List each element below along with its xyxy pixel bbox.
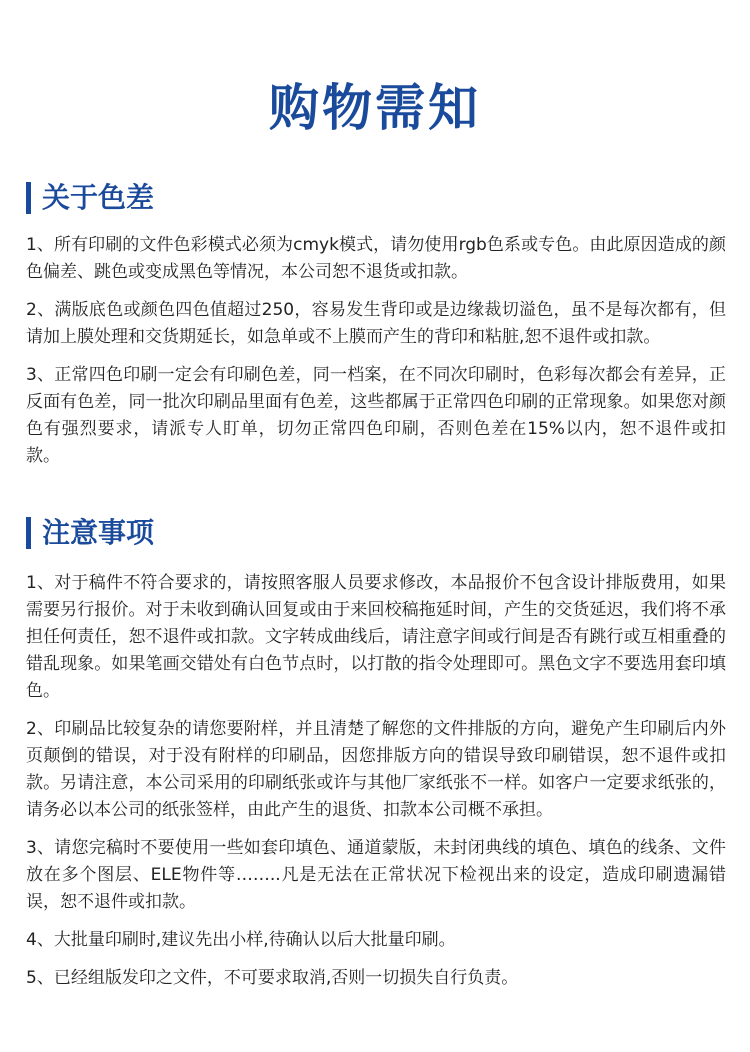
section-accent-bar (26, 182, 31, 214)
section-color-difference (26, 178, 726, 470)
section-title: 关于色差 (42, 181, 155, 214)
paragraph: 2、印刷品比较复杂的请您要附样，并且清楚了解您的文件排版的方向，避免产生印刷后内外页颠倒的错误，对于没有附样的印刷品，因您排版方向的错误导致印刷错误，恕不退件或扣款。另请注意，本公司采用的印刷纸张或许与其他厂家纸张不一样。如客户一定要求纸张的，请务必以本公司的纸张签样，由此产生的退货、扣款本公司概不承担。 (26, 719, 726, 820)
paragraph: 1、对于稿件不符合要求的，请按照客服人员要求修改，本品报价不包含设计排版费用，如果需要另行报价。对于未收到确认回复或由于来回校稿拖延时间，产生的交货延迟，我们将不承担任何责任，恕不退件或扣款。文字转成曲线后，请注意字间或行间是否有跳行或互相重叠的错乱现象。如果笔画交错处有白色节点时，以打散的指令处理即可。黑色文字不要选用套印填色。 (26, 573, 726, 701)
section-title: 注意事项 (42, 516, 155, 549)
section-header (26, 178, 726, 218)
page-title: 购物需知 (269, 79, 481, 137)
section-notes (26, 513, 726, 992)
paragraph: 1、所有印刷的文件色彩模式必须为cmyk模式，请勿使用rgb色系或专色。由此原因造成的颜色偏差、跳色或变成黑色等情况，本公司恕不退货或扣款。 (26, 235, 726, 282)
paragraph: 3、请您完稿时不要使用一些如套印填色、通道蒙版，未封闭典线的填色、填色的线条、文件放在多个图层、ELE物件等……..凡是无法在正常状况下检视出来的设定，造成印刷遗漏错误，恕不退件或扣款。 (26, 838, 726, 912)
paragraph: 2、满版底色或颜色四色值超过250，容易发生背印或是边缘裁切溢色，虽不是每次都有，但请加上膜处理和交货期延长，如急单或不上膜而产生的背印和粘脏,恕不退件或扣款。 (26, 300, 726, 347)
paragraph: 4、大批量印刷时,建议先出小样,待确认以后大批量印刷。 (26, 930, 456, 950)
section-accent-bar (26, 517, 31, 549)
section-header (26, 513, 726, 553)
paragraph: 5、已经组版发印之文件，不可要求取消,否则一切损失自行负责。 (26, 968, 519, 988)
paragraph: 3、正常四色印刷一定会有印刷色差，同一档案，在不同次印刷时，色彩每次都会有差异，正反面有色差，同一批次印刷品里面有色差，这些都属于正常四色印刷的正常现象。如果您对颜色有强烈要求，请派专人盯单，切勿正常四色印刷，否则色差在15%以内，恕不退件或扣款。 (26, 365, 726, 466)
